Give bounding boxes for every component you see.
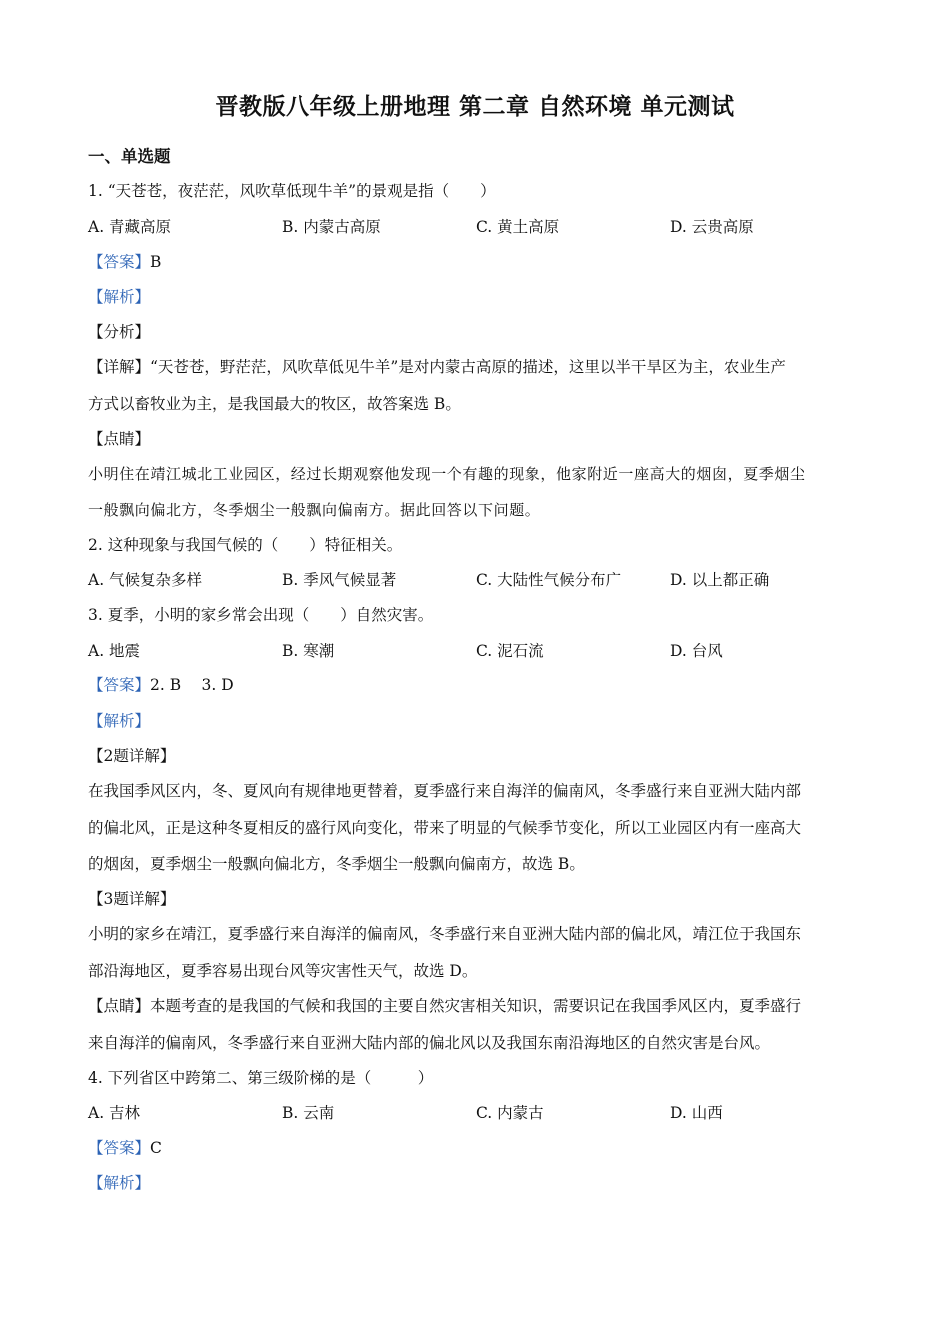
analysis-tag: 【解析】 [88, 712, 151, 730]
option-a: A. 吉林 [88, 1104, 141, 1122]
q3-detail-tag: 【3题详解】 [88, 890, 176, 908]
question-3-options [88, 640, 868, 662]
page-title: 晋教版八年级上册地理 第二章 自然环境 单元测试 [215, 93, 735, 120]
detail-text: 小明的家乡在靖江，夏季盛行来自海洋的偏南风，冬季盛行来自亚洲大陆内部的偏北风，靖江位于我国东 [88, 925, 802, 943]
question-3-stem: 3. 夏季，小明的家乡常会出现（ ）自然灾害。 [88, 606, 434, 624]
option-d: D. 山西 [670, 1104, 723, 1122]
dianjing-tag: 【点睛】 [88, 430, 151, 448]
question-4-options [88, 1102, 868, 1124]
option-b: B. 云南 [282, 1104, 335, 1122]
option-c: C. 泥石流 [476, 642, 544, 660]
dianjing-text: 【点睛】本题考查的是我国的气候和我国的主要自然灾害相关知识，需要识记在我国季风区内，夏季盛行 [88, 997, 802, 1015]
analysis-tag: 【解析】 [88, 288, 151, 306]
answer-tag: 【答案】 [88, 1139, 151, 1157]
analysis-tag: 【解析】 [88, 1174, 151, 1192]
detail-text: 的烟囱，夏季烟尘一般飘向偏北方，冬季烟尘一般飘向偏南方，故选 B。 [88, 855, 585, 873]
option-d: D. 台风 [670, 642, 723, 660]
answer-value: B [150, 253, 162, 271]
option-d: D. 云贵高原 [670, 218, 754, 236]
question-1-stem: 1. “天苍苍，夜茫茫，风吹草低现牛羊”的景观是指（ ） [88, 182, 496, 200]
fenxi-tag: 【分析】 [88, 323, 151, 341]
answer-tag: 【答案】 [88, 676, 151, 694]
detail-text: 【详解】“天苍苍，野茫茫，风吹草低见牛羊”是对内蒙古高原的描述，这里以半干旱区为主，农业生产 [88, 358, 786, 376]
detail-text: 的偏北风，正是这种冬夏相反的盛行风向变化，带来了明显的气候季节变化，所以工业园区内有一座高大 [88, 819, 802, 837]
answer-line [88, 251, 868, 273]
answer-value: 2. B 3. D [150, 676, 234, 694]
option-c: C. 大陆性气候分布广 [476, 571, 622, 589]
option-a: A. 青藏高原 [88, 218, 172, 236]
question-2-options [88, 569, 868, 591]
answer-tag: 【答案】 [88, 253, 151, 271]
answer-value: C [150, 1139, 162, 1157]
detail-text: 部沿海地区，夏季容易出现台风等灾害性天气，故选 D。 [88, 962, 478, 980]
detail-text: 在我国季风区内，冬、夏风向有规律地更替着，夏季盛行来自海洋的偏南风，冬季盛行来自亚洲大陆内部 [88, 782, 802, 800]
detail-text: 方式以畜牧业为主，是我国最大的牧区，故答案选 B。 [88, 395, 461, 413]
answer-line [88, 1137, 868, 1159]
section-heading: 一、单选题 [88, 147, 171, 166]
option-d: D. 以上都正确 [670, 571, 770, 589]
dianjing-text: 来自海洋的偏南风，冬季盛行来自亚洲大陆内部的偏北风以及我国东南沿海地区的自然灾害是台风。 [88, 1034, 771, 1052]
passage-text: 一般飘向偏北方，冬季烟尘一般飘向偏南方。据此回答以下问题。 [88, 501, 541, 519]
question-1-options [88, 216, 868, 238]
option-b: B. 寒潮 [282, 642, 335, 660]
option-c: C. 黄土高原 [476, 218, 560, 236]
option-a: A. 气候复杂多样 [88, 571, 203, 589]
q2-detail-tag: 【2题详解】 [88, 747, 176, 765]
option-a: A. 地震 [88, 642, 141, 660]
answer-line [88, 674, 868, 696]
passage-text: 小明住在靖江城北工业园区，经过长期观察他发现一个有趣的现象，他家附近一座高大的烟囱，夏季烟尘 [88, 465, 806, 483]
option-b: B. 季风气候显著 [282, 571, 397, 589]
option-c: C. 内蒙古 [476, 1104, 544, 1122]
question-2-stem: 2. 这种现象与我国气候的（ ）特征相关。 [88, 536, 403, 554]
option-b: B. 内蒙古高原 [282, 218, 381, 236]
question-4-stem: 4. 下列省区中跨第二、第三级阶梯的是（ ） [88, 1069, 434, 1087]
